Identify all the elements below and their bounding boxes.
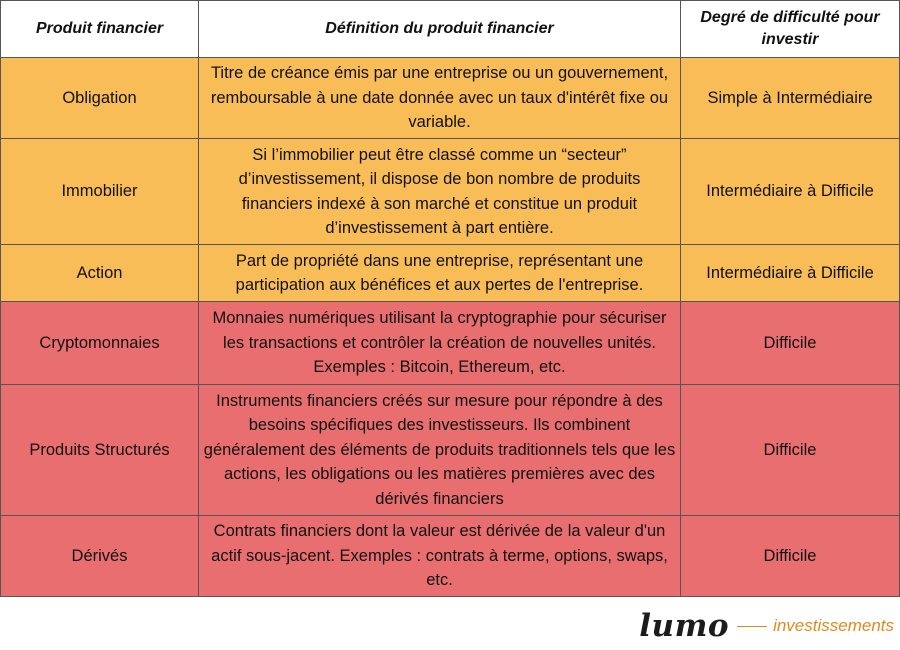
product-definition: Titre de créance émis par une entreprise ou un gouvernement, remboursable à une date donnée avec un taux d'intérêt fixe ou variable.: [199, 58, 681, 139]
logo-divider-line: [737, 626, 767, 627]
product-difficulty: Intermédiaire à Difficile: [681, 245, 900, 302]
product-name: Action: [1, 245, 199, 302]
logo-tagline: investissements: [773, 616, 894, 635]
product-name: Produits Structurés: [1, 385, 199, 516]
product-name: Cryptomonnaies: [1, 302, 199, 385]
product-definition: Part de propriété dans une entreprise, représentant une participation aux bénéfices et aux pertes de l'entreprise.: [199, 245, 681, 302]
product-difficulty: Difficile: [681, 302, 900, 385]
product-difficulty: Difficile: [681, 385, 900, 516]
header-definition: Définition du produit financier: [199, 1, 681, 58]
product-difficulty: Intermédiaire à Difficile: [681, 139, 900, 245]
product-definition: Contrats financiers dont la valeur est dérivée de la valeur d'un actif sous-jacent. Exemples : contrats à terme, options, swaps, etc.: [199, 516, 681, 597]
table-row: [1, 58, 900, 139]
product-name: Obligation: [1, 58, 199, 139]
header-difficulty: Degré de difficulté pour investir: [681, 1, 900, 58]
table-row: [1, 245, 900, 302]
table-header-row: [1, 1, 900, 58]
lumo-logo: [639, 606, 894, 646]
logo-brand: lumo: [639, 608, 730, 644]
product-definition: Si l’immobilier peut être classé comme un “secteur” d’investissement, il dispose de bon nombre de produits financiers indexé à son marché et constitue un produit d’investissement à part entière.: [199, 139, 681, 245]
product-definition: Monnaies numériques utilisant la cryptographie pour sécuriser les transactions et contrôler la création de nouvelles unités. Exemples : Bitcoin, Ethereum, etc.: [199, 302, 681, 385]
product-name: Dérivés: [1, 516, 199, 597]
product-name: Immobilier: [1, 139, 199, 245]
product-difficulty: Difficile: [681, 516, 900, 597]
table-row: [1, 302, 900, 385]
product-difficulty: Simple à Intermédiaire: [681, 58, 900, 139]
table-row: [1, 516, 900, 597]
table-row: [1, 385, 900, 516]
product-definition: Instruments financiers créés sur mesure pour répondre à des besoins spécifiques des investisseurs. Ils combinent généralement des éléments de produits traditionnels tels que les actions, les obligations ou les matières premières avec des dérivés financiers: [199, 385, 681, 516]
table-row: [1, 139, 900, 245]
header-product: Produit financier: [1, 1, 199, 58]
